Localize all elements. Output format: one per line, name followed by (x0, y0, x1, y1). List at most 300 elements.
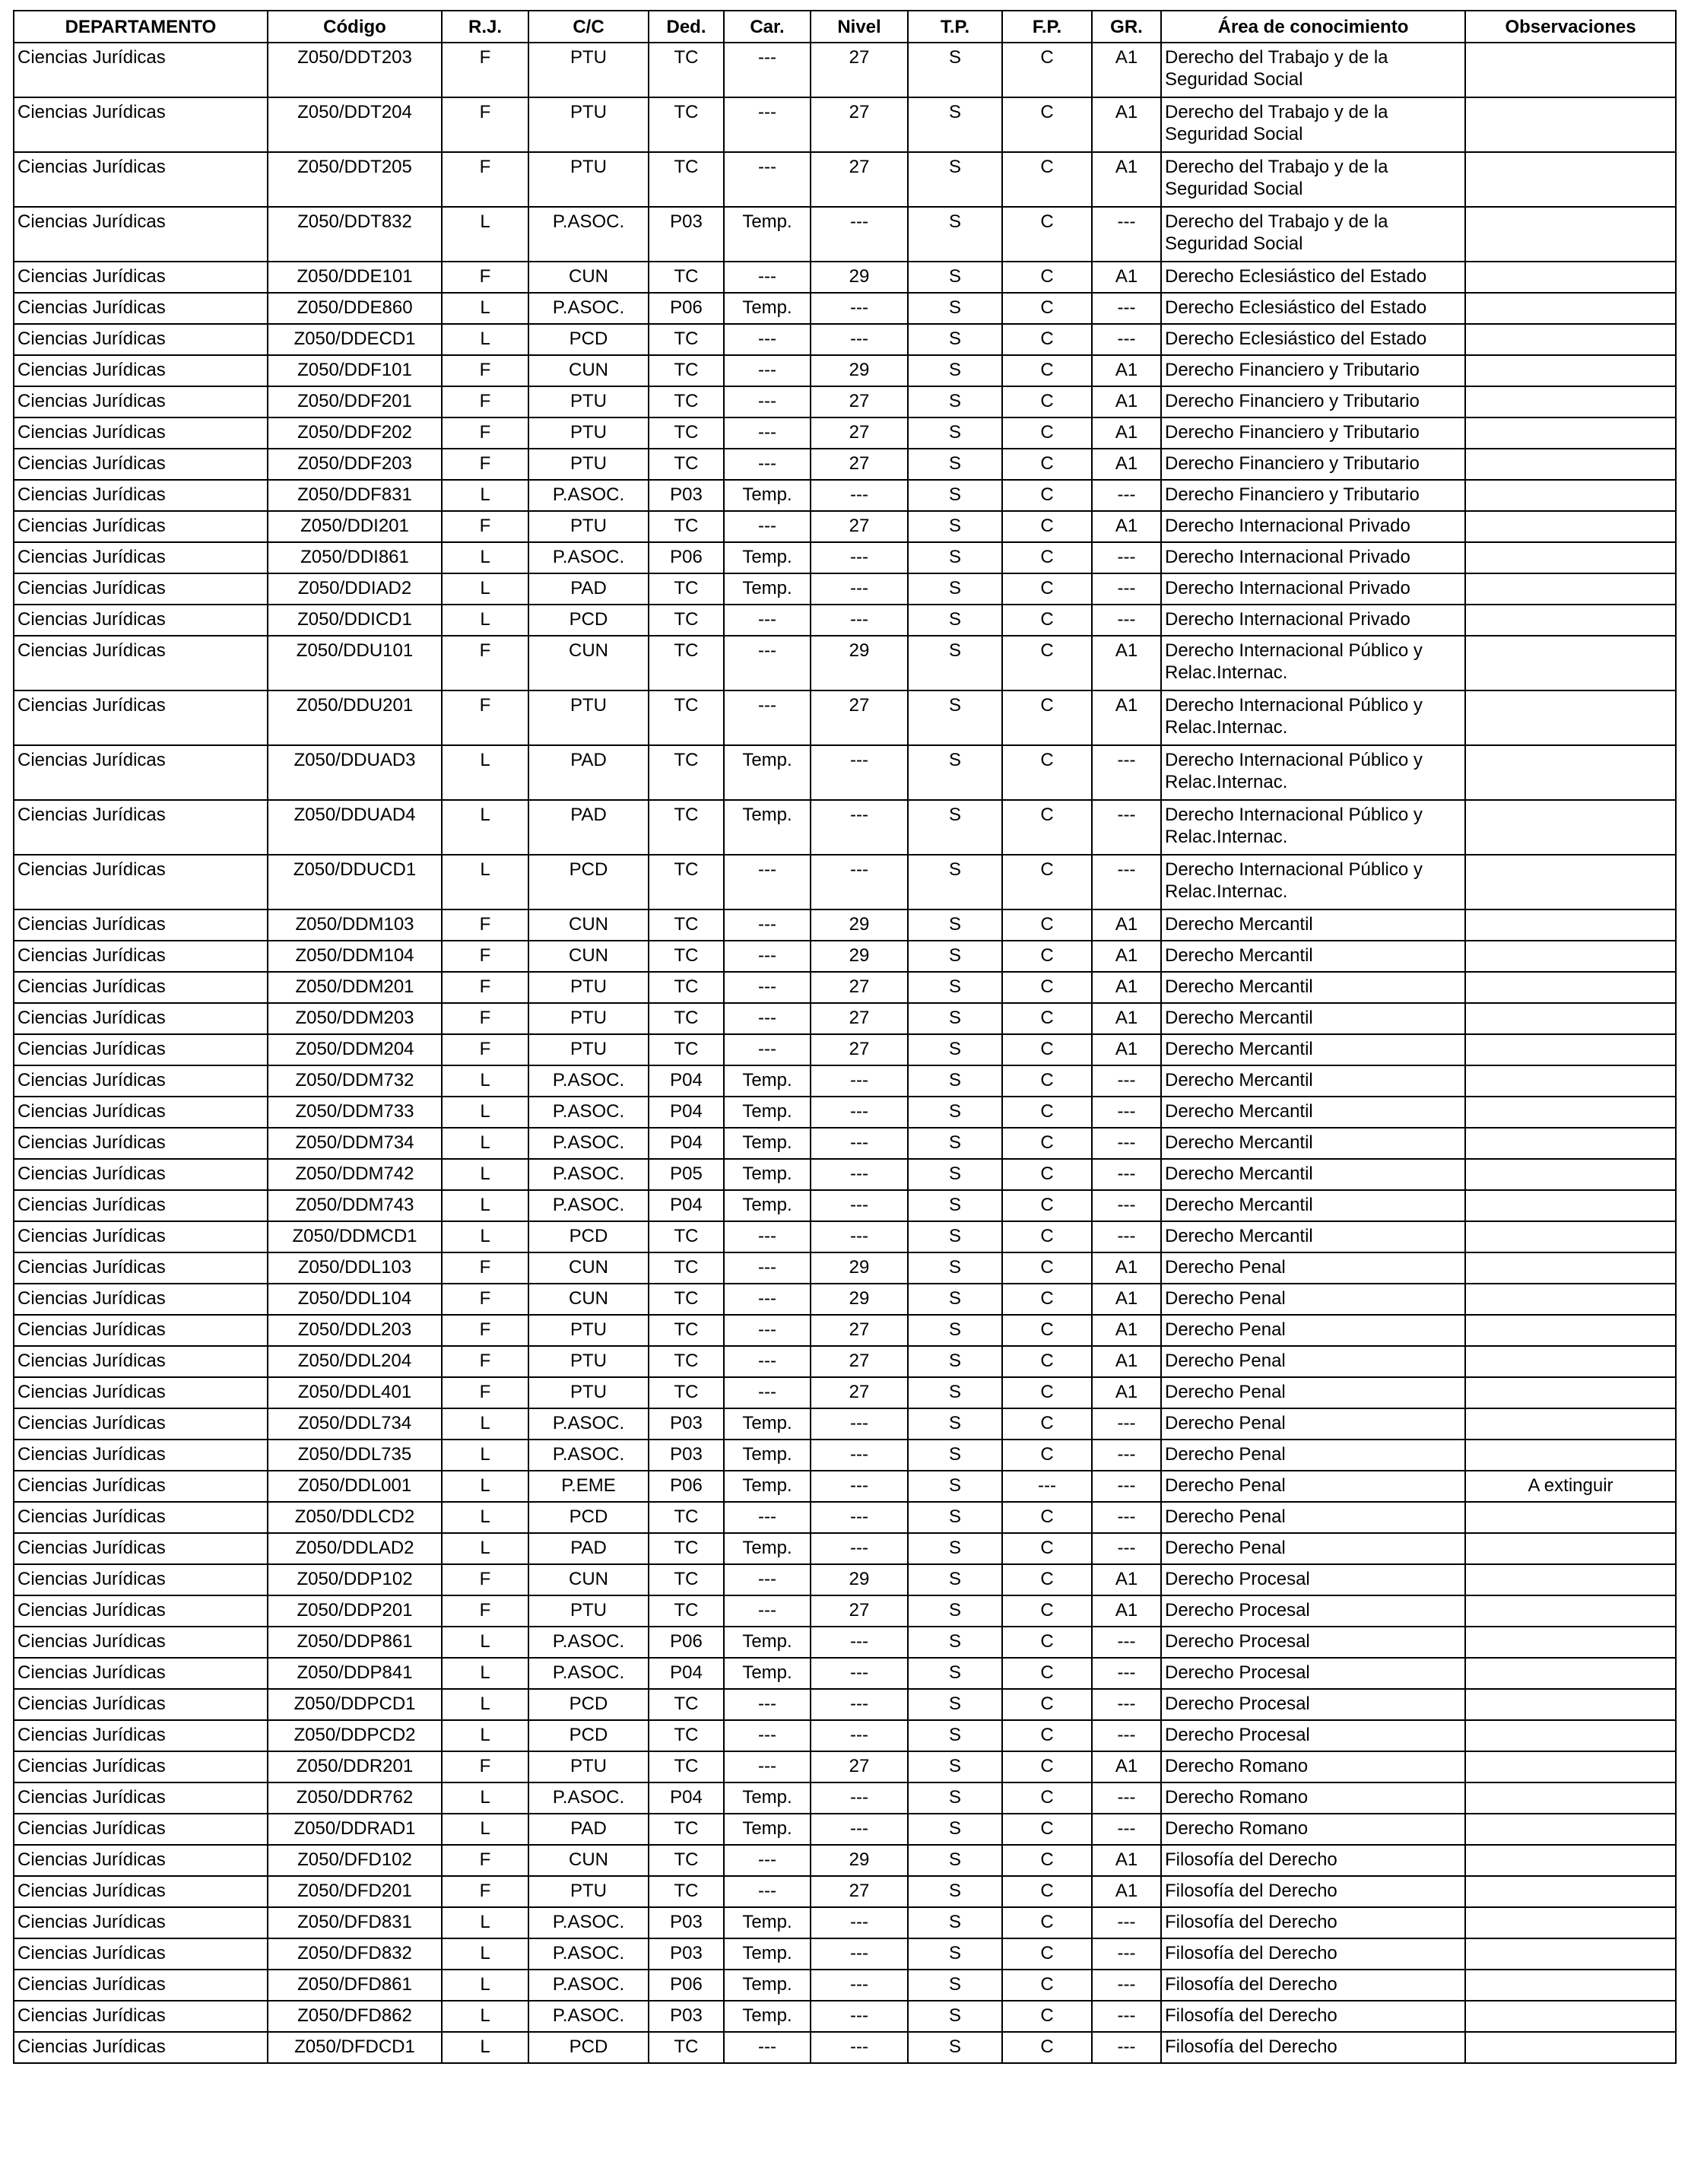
cell-tp: S (908, 690, 1002, 745)
table-row (14, 909, 1676, 941)
table-row (14, 636, 1676, 690)
cell-area: Derecho Mercantil (1161, 941, 1465, 972)
cell-observaciones (1465, 800, 1676, 855)
cell-gr: A1 (1092, 1346, 1161, 1377)
cell-cc: PCD (528, 324, 649, 355)
table-row (14, 417, 1676, 449)
cell-cc: P.ASOC. (528, 1408, 649, 1440)
cell-departamento: Ciencias Jurídicas (14, 1003, 268, 1034)
cell-fp: C (1002, 1190, 1092, 1221)
cell-gr: --- (1092, 293, 1161, 324)
cell-cc: P.ASOC. (528, 1159, 649, 1190)
cell-ded: TC (649, 152, 724, 207)
cell-car: Temp. (724, 293, 811, 324)
cell-nivel: --- (811, 1689, 908, 1720)
cell-ded: TC (649, 1502, 724, 1533)
table-row (14, 1627, 1676, 1658)
cell-observaciones (1465, 1751, 1676, 1782)
cell-fp: C (1002, 207, 1092, 262)
cell-car: Temp. (724, 573, 811, 605)
cell-gr: --- (1092, 605, 1161, 636)
cell-observaciones (1465, 636, 1676, 690)
cell-area: Derecho Mercantil (1161, 1003, 1465, 1034)
cell-gr: --- (1092, 1907, 1161, 1938)
cell-ded: TC (649, 1845, 724, 1876)
cell-departamento: Ciencias Jurídicas (14, 1190, 268, 1221)
cell-gr: A1 (1092, 1252, 1161, 1284)
cell-observaciones (1465, 909, 1676, 941)
cell-codigo: Z050/DDP102 (268, 1564, 442, 1595)
cell-codigo: Z050/DDM742 (268, 1159, 442, 1190)
table-row (14, 207, 1676, 262)
cell-fp: C (1002, 1970, 1092, 2001)
cell-ded: TC (649, 1595, 724, 1627)
cell-departamento: Ciencias Jurídicas (14, 1782, 268, 1814)
cell-tp: S (908, 1346, 1002, 1377)
table-row (14, 511, 1676, 542)
cell-departamento: Ciencias Jurídicas (14, 1595, 268, 1627)
cell-rj: L (442, 1814, 528, 1845)
cell-car: --- (724, 43, 811, 97)
cell-car: Temp. (724, 1440, 811, 1471)
table-header-row (14, 11, 1676, 43)
cell-fp: C (1002, 855, 1092, 909)
cell-area: Filosofía del Derecho (1161, 1938, 1465, 1970)
cell-fp: C (1002, 1876, 1092, 1907)
cell-codigo: Z050/DDM733 (268, 1097, 442, 1128)
cell-departamento: Ciencias Jurídicas (14, 1970, 268, 2001)
cell-gr: A1 (1092, 511, 1161, 542)
cell-car: --- (724, 1845, 811, 1876)
cell-fp: C (1002, 1128, 1092, 1159)
cell-car: Temp. (724, 1533, 811, 1564)
cell-nivel: --- (811, 480, 908, 511)
cell-area: Derecho Internacional Público y Relac.Internac. (1161, 636, 1465, 690)
cell-departamento: Ciencias Jurídicas (14, 855, 268, 909)
cell-car: Temp. (724, 800, 811, 855)
cell-observaciones (1465, 511, 1676, 542)
cell-area: Derecho Internacional Público y Relac.Internac. (1161, 745, 1465, 800)
cell-fp: C (1002, 941, 1092, 972)
cell-departamento: Ciencias Jurídicas (14, 800, 268, 855)
cell-area: Derecho Financiero y Tributario (1161, 355, 1465, 386)
cell-cc: P.ASOC. (528, 1627, 649, 1658)
cell-gr: A1 (1092, 1315, 1161, 1346)
cell-car: --- (724, 1689, 811, 1720)
cell-departamento: Ciencias Jurídicas (14, 745, 268, 800)
cell-car: Temp. (724, 542, 811, 573)
cell-codigo: Z050/DDRAD1 (268, 1814, 442, 1845)
cell-observaciones (1465, 1221, 1676, 1252)
cell-area: Derecho Internacional Público y Relac.Internac. (1161, 855, 1465, 909)
cell-observaciones (1465, 1595, 1676, 1627)
cell-cc: P.ASOC. (528, 1128, 649, 1159)
cell-codigo: Z050/DDP201 (268, 1595, 442, 1627)
table-row (14, 262, 1676, 293)
cell-departamento: Ciencias Jurídicas (14, 1284, 268, 1315)
cell-area: Derecho Mercantil (1161, 1159, 1465, 1190)
cell-departamento: Ciencias Jurídicas (14, 449, 268, 480)
cell-codigo: Z050/DDL204 (268, 1346, 442, 1377)
cell-observaciones: A extinguir (1465, 1471, 1676, 1502)
cell-car: --- (724, 1876, 811, 1907)
cell-fp: C (1002, 1003, 1092, 1034)
cell-area: Derecho Internacional Privado (1161, 573, 1465, 605)
cell-car: Temp. (724, 1782, 811, 1814)
cell-nivel: 29 (811, 1252, 908, 1284)
cell-cc: PCD (528, 1720, 649, 1751)
cell-cc: P.ASOC. (528, 207, 649, 262)
cell-cc: P.ASOC. (528, 293, 649, 324)
cell-observaciones (1465, 1502, 1676, 1533)
cell-fp: C (1002, 417, 1092, 449)
cell-rj: F (442, 1284, 528, 1315)
cell-ded: TC (649, 1346, 724, 1377)
cell-cc: CUN (528, 1284, 649, 1315)
cell-fp: C (1002, 745, 1092, 800)
cell-nivel: --- (811, 1159, 908, 1190)
cell-ded: TC (649, 1876, 724, 1907)
cell-gr: --- (1092, 207, 1161, 262)
cell-tp: S (908, 43, 1002, 97)
cell-observaciones (1465, 1658, 1676, 1689)
cell-fp: C (1002, 1814, 1092, 1845)
cell-gr: A1 (1092, 941, 1161, 972)
cell-tp: S (908, 1159, 1002, 1190)
header-codigo: Código (268, 11, 442, 43)
cell-fp: C (1002, 480, 1092, 511)
cell-rj: F (442, 1252, 528, 1284)
cell-fp: C (1002, 1502, 1092, 1533)
cell-cc: PTU (528, 1876, 649, 1907)
cell-gr: --- (1092, 1533, 1161, 1564)
cell-observaciones (1465, 573, 1676, 605)
table-row (14, 1533, 1676, 1564)
cell-tp: S (908, 1128, 1002, 1159)
table-row (14, 745, 1676, 800)
cell-cc: CUN (528, 909, 649, 941)
cell-codigo: Z050/DDM203 (268, 1003, 442, 1034)
cell-departamento: Ciencias Jurídicas (14, 207, 268, 262)
cell-nivel: --- (811, 1128, 908, 1159)
cell-tp: S (908, 1595, 1002, 1627)
cell-area: Derecho Financiero y Tributario (1161, 386, 1465, 417)
cell-codigo: Z050/DDUAD4 (268, 800, 442, 855)
cell-area: Derecho Procesal (1161, 1720, 1465, 1751)
cell-cc: CUN (528, 941, 649, 972)
cell-codigo: Z050/DDP861 (268, 1627, 442, 1658)
cell-area: Filosofía del Derecho (1161, 1876, 1465, 1907)
cell-tp: S (908, 1845, 1002, 1876)
cell-car: --- (724, 1284, 811, 1315)
cell-tp: S (908, 1221, 1002, 1252)
cell-fp: C (1002, 1065, 1092, 1097)
table-row (14, 355, 1676, 386)
cell-rj: F (442, 1034, 528, 1065)
cell-rj: F (442, 941, 528, 972)
cell-ded: TC (649, 800, 724, 855)
cell-car: Temp. (724, 1627, 811, 1658)
cell-area: Derecho Mercantil (1161, 972, 1465, 1003)
cell-ded: TC (649, 1689, 724, 1720)
cell-area: Derecho Financiero y Tributario (1161, 480, 1465, 511)
cell-rj: F (442, 972, 528, 1003)
table-row (14, 43, 1676, 97)
cell-cc: P.ASOC. (528, 1970, 649, 2001)
cell-observaciones (1465, 1876, 1676, 1907)
cell-rj: L (442, 1471, 528, 1502)
cell-fp: C (1002, 690, 1092, 745)
cell-cc: CUN (528, 1845, 649, 1876)
cell-fp: C (1002, 1782, 1092, 1814)
cell-fp: C (1002, 1159, 1092, 1190)
cell-codigo: Z050/DDLAD2 (268, 1533, 442, 1564)
cell-observaciones (1465, 1315, 1676, 1346)
cell-rj: F (442, 449, 528, 480)
cell-ded: P04 (649, 1128, 724, 1159)
cell-nivel: --- (811, 1221, 908, 1252)
cell-tp: S (908, 1034, 1002, 1065)
cell-departamento: Ciencias Jurídicas (14, 605, 268, 636)
cell-nivel: --- (811, 573, 908, 605)
cell-gr: --- (1092, 1097, 1161, 1128)
table-row (14, 2032, 1676, 2063)
cell-nivel: --- (811, 1658, 908, 1689)
cell-area: Derecho Procesal (1161, 1595, 1465, 1627)
cell-nivel: --- (811, 1627, 908, 1658)
cell-ded: TC (649, 324, 724, 355)
cell-observaciones (1465, 1627, 1676, 1658)
cell-car: --- (724, 1034, 811, 1065)
cell-departamento: Ciencias Jurídicas (14, 636, 268, 690)
cell-cc: PAD (528, 573, 649, 605)
cell-fp: C (1002, 1377, 1092, 1408)
cell-observaciones (1465, 1003, 1676, 1034)
cell-rj: L (442, 1970, 528, 2001)
header-cc: C/C (528, 11, 649, 43)
cell-observaciones (1465, 1252, 1676, 1284)
cell-observaciones (1465, 1782, 1676, 1814)
cell-nivel: --- (811, 1782, 908, 1814)
cell-rj: F (442, 1003, 528, 1034)
cell-car: Temp. (724, 1471, 811, 1502)
cell-rj: F (442, 355, 528, 386)
table-row (14, 1689, 1676, 1720)
cell-rj: F (442, 1845, 528, 1876)
cell-gr: A1 (1092, 1564, 1161, 1595)
cell-tp: S (908, 1876, 1002, 1907)
cell-gr: --- (1092, 1190, 1161, 1221)
cell-nivel: --- (811, 1907, 908, 1938)
cell-tp: S (908, 355, 1002, 386)
cell-departamento: Ciencias Jurídicas (14, 386, 268, 417)
cell-gr: A1 (1092, 97, 1161, 152)
cell-car: Temp. (724, 1190, 811, 1221)
cell-car: Temp. (724, 1938, 811, 1970)
cell-car: --- (724, 605, 811, 636)
cell-nivel: --- (811, 1190, 908, 1221)
cell-departamento: Ciencias Jurídicas (14, 690, 268, 745)
cell-codigo: Z050/DDE860 (268, 293, 442, 324)
cell-gr: A1 (1092, 152, 1161, 207)
cell-tp: S (908, 152, 1002, 207)
cell-ded: P06 (649, 1970, 724, 2001)
cell-tp: S (908, 511, 1002, 542)
cell-tp: S (908, 1003, 1002, 1034)
cell-nivel: --- (811, 855, 908, 909)
cell-nivel: 29 (811, 636, 908, 690)
cell-nivel: --- (811, 1408, 908, 1440)
cell-ded: P04 (649, 1190, 724, 1221)
cell-cc: CUN (528, 355, 649, 386)
cell-nivel: --- (811, 1502, 908, 1533)
cell-observaciones (1465, 43, 1676, 97)
cell-area: Derecho Penal (1161, 1377, 1465, 1408)
cell-gr: --- (1092, 480, 1161, 511)
cell-cc: PTU (528, 1377, 649, 1408)
cell-codigo: Z050/DFD861 (268, 1970, 442, 2001)
cell-cc: PTU (528, 152, 649, 207)
cell-rj: L (442, 605, 528, 636)
cell-gr: --- (1092, 1814, 1161, 1845)
table-row (14, 386, 1676, 417)
cell-gr: A1 (1092, 1284, 1161, 1315)
cell-ded: P03 (649, 1907, 724, 1938)
table-row (14, 1595, 1676, 1627)
cell-observaciones (1465, 1845, 1676, 1876)
table-row (14, 1440, 1676, 1471)
cell-fp: C (1002, 972, 1092, 1003)
cell-cc: P.ASOC. (528, 1190, 649, 1221)
cell-fp: C (1002, 605, 1092, 636)
cell-gr: A1 (1092, 1845, 1161, 1876)
cell-observaciones (1465, 1440, 1676, 1471)
cell-car: --- (724, 909, 811, 941)
cell-rj: F (442, 1876, 528, 1907)
cell-ded: TC (649, 1034, 724, 1065)
cell-area: Derecho Penal (1161, 1252, 1465, 1284)
table-row (14, 324, 1676, 355)
cell-ded: TC (649, 417, 724, 449)
cell-nivel: 29 (811, 262, 908, 293)
cell-car: Temp. (724, 1159, 811, 1190)
cell-fp: C (1002, 1034, 1092, 1065)
cell-ded: TC (649, 745, 724, 800)
cell-codigo: Z050/DDUCD1 (268, 855, 442, 909)
cell-departamento: Ciencias Jurídicas (14, 1408, 268, 1440)
table-row (14, 1471, 1676, 1502)
cell-observaciones (1465, 1065, 1676, 1097)
cell-tp: S (908, 1658, 1002, 1689)
cell-observaciones (1465, 207, 1676, 262)
cell-cc: P.ASOC. (528, 2001, 649, 2032)
cell-nivel: 27 (811, 1034, 908, 1065)
cell-rj: F (442, 386, 528, 417)
cell-rj: L (442, 1440, 528, 1471)
cell-fp: C (1002, 1845, 1092, 1876)
table-row (14, 1658, 1676, 1689)
cell-observaciones (1465, 1814, 1676, 1845)
table-row (14, 1315, 1676, 1346)
cell-tp: S (908, 542, 1002, 573)
cell-observaciones (1465, 1128, 1676, 1159)
cell-departamento: Ciencias Jurídicas (14, 909, 268, 941)
cell-car: Temp. (724, 1970, 811, 2001)
cell-ded: P03 (649, 480, 724, 511)
cell-ded: TC (649, 909, 724, 941)
cell-tp: S (908, 855, 1002, 909)
cell-area: Filosofía del Derecho (1161, 1907, 1465, 1938)
cell-car: Temp. (724, 207, 811, 262)
cell-codigo: Z050/DDR762 (268, 1782, 442, 1814)
cell-codigo: Z050/DDM201 (268, 972, 442, 1003)
cell-area: Derecho del Trabajo y de la Seguridad Social (1161, 207, 1465, 262)
cell-observaciones (1465, 745, 1676, 800)
cell-fp: C (1002, 1689, 1092, 1720)
cell-nivel: 29 (811, 909, 908, 941)
cell-departamento: Ciencias Jurídicas (14, 573, 268, 605)
cell-car: --- (724, 97, 811, 152)
cell-ded: P05 (649, 1159, 724, 1190)
header-departamento: DEPARTAMENTO (14, 11, 268, 43)
cell-nivel: 27 (811, 386, 908, 417)
cell-gr: --- (1092, 2032, 1161, 2063)
cell-cc: P.ASOC. (528, 1065, 649, 1097)
cell-departamento: Ciencias Jurídicas (14, 1065, 268, 1097)
cell-nivel: 29 (811, 941, 908, 972)
cell-codigo: Z050/DDL104 (268, 1284, 442, 1315)
cell-codigo: Z050/DDM204 (268, 1034, 442, 1065)
table-row (14, 1284, 1676, 1315)
table-row (14, 1938, 1676, 1970)
cell-gr: A1 (1092, 43, 1161, 97)
cell-nivel: 27 (811, 1377, 908, 1408)
cell-cc: CUN (528, 1252, 649, 1284)
cell-area: Derecho Internacional Público y Relac.Internac. (1161, 690, 1465, 745)
cell-fp: C (1002, 1346, 1092, 1377)
cell-nivel: --- (811, 207, 908, 262)
cell-departamento: Ciencias Jurídicas (14, 1034, 268, 1065)
cell-fp: C (1002, 909, 1092, 941)
cell-ded: P03 (649, 1408, 724, 1440)
positions-table (13, 10, 1677, 2064)
cell-fp: C (1002, 1907, 1092, 1938)
cell-area: Derecho Penal (1161, 1533, 1465, 1564)
cell-area: Derecho Financiero y Tributario (1161, 417, 1465, 449)
cell-codigo: Z050/DDM743 (268, 1190, 442, 1221)
cell-ded: TC (649, 855, 724, 909)
cell-rj: L (442, 800, 528, 855)
cell-area: Derecho Eclesiástico del Estado (1161, 262, 1465, 293)
cell-nivel: --- (811, 1065, 908, 1097)
cell-nivel: 27 (811, 1315, 908, 1346)
cell-car: --- (724, 636, 811, 690)
cell-gr: --- (1092, 1440, 1161, 1471)
cell-area: Derecho Penal (1161, 1502, 1465, 1533)
cell-tp: S (908, 1907, 1002, 1938)
cell-tp: S (908, 1097, 1002, 1128)
cell-cc: PAD (528, 800, 649, 855)
cell-rj: F (442, 417, 528, 449)
cell-departamento: Ciencias Jurídicas (14, 355, 268, 386)
cell-nivel: --- (811, 745, 908, 800)
cell-observaciones (1465, 1284, 1676, 1315)
cell-cc: CUN (528, 1564, 649, 1595)
cell-gr: --- (1092, 542, 1161, 573)
cell-car: --- (724, 449, 811, 480)
table-row (14, 1252, 1676, 1284)
cell-tp: S (908, 1782, 1002, 1814)
